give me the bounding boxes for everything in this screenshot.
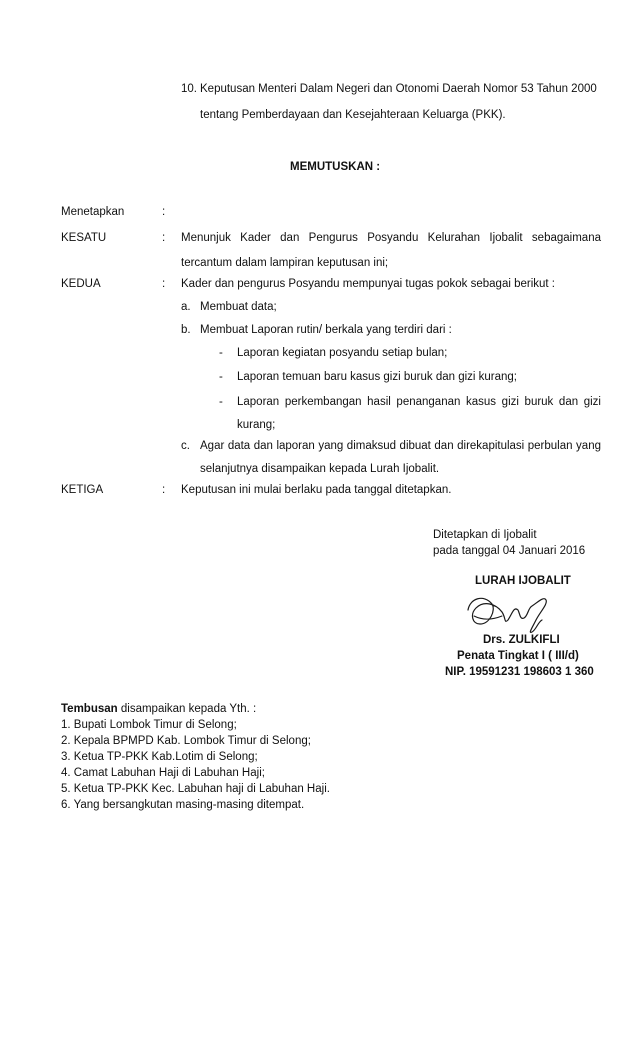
copies-item-3: 3. Ketua TP-PKK Kab.Lotim di Selong; (61, 751, 258, 763)
signature-office: LURAH IJOBALIT (475, 575, 571, 587)
decision-heading: MEMUTUSKAN : (290, 161, 381, 173)
sub-item-1-text: Laporan kegiatan posyandu setiap bulan; (237, 347, 448, 359)
kesatu-line-2: tercantum dalam lampiran keputusan ini; (181, 257, 389, 269)
consideration-number: 10. (181, 83, 197, 95)
sub-item-3-marker: - (219, 396, 223, 408)
signature-place: Ditetapkan di Ijobalit (433, 529, 537, 541)
copies-item-5: 5. Ketua TP-PKK Kec. Labuhan haji di Labuhan Haji. (61, 783, 330, 795)
kesatu-colon: : (162, 232, 166, 244)
signer-name: Drs. ZULKIFLI (483, 634, 560, 646)
sub-item-3-line-2: kurang; (237, 419, 276, 431)
sub-item-1-marker: - (219, 347, 223, 359)
kedua-label: KEDUA (61, 278, 101, 290)
kesatu-line-1: Menunjuk Kader dan Pengurus Posyandu Kelurahan Ijobalit sebagaimana (181, 232, 601, 244)
ketiga-label: KETIGA (61, 484, 104, 496)
menetapkan-label: Menetapkan (61, 206, 125, 218)
signer-nip: NIP. 19591231 198603 1 360 (445, 666, 594, 678)
sub-item-2-text: Laporan temuan baru kasus gizi buruk dan gizi kurang; (237, 371, 518, 383)
consideration-line-1: Keputusan Menteri Dalam Negeri dan Otonomi Daerah Nomor 53 Tahun 2000 (200, 83, 597, 95)
consideration-line-2: tentang Pemberdayaan dan Kesejahteraan Keluarga (PKK). (200, 109, 506, 121)
item-c-line-2: selanjutnya disampaikan kepada Lurah Ijobalit. (200, 463, 440, 475)
copies-item-4: 4. Camat Labuhan Haji di Labuhan Haji; (61, 767, 265, 779)
sub-item-3-line-1: Laporan perkembangan hasil penanganan kasus gizi buruk dan gizi (237, 396, 601, 408)
signature-date: pada tanggal 04 Januari 2016 (433, 545, 586, 557)
handwritten-signature (462, 590, 552, 640)
sub-item-2-marker: - (219, 371, 223, 383)
copies-title (61, 703, 256, 715)
ketiga-colon: : (162, 484, 166, 496)
item-b-marker: b. (181, 324, 191, 336)
copies-title-rest: disampaikan kepada Yth. : (117, 703, 257, 715)
signer-rank: Penata Tingkat I ( III/d) (457, 650, 579, 662)
copies-item-2: 2. Kepala BPMPD Kab. Lombok Timur di Selong; (61, 735, 311, 747)
kedua-colon: : (162, 278, 166, 290)
menetapkan-colon: : (162, 206, 166, 218)
ketiga-text: Keputusan ini mulai berlaku pada tanggal ditetapkan. (181, 484, 452, 496)
copies-item-6: 6. Yang bersangkutan masing-masing ditempat. (61, 799, 305, 811)
copies-title-bold: Tembusan (61, 703, 118, 715)
item-c-marker: c. (181, 440, 190, 452)
kesatu-label: KESATU (61, 232, 107, 244)
item-c-line-1: Agar data dan laporan yang dimaksud dibuat dan direkapitulasi perbulan yang (200, 440, 601, 452)
item-a-text: Membuat data; (200, 301, 277, 313)
copies-item-1: 1. Bupati Lombok Timur di Selong; (61, 719, 237, 731)
item-b-text: Membuat Laporan rutin/ berkala yang terdiri dari : (200, 324, 452, 336)
item-a-marker: a. (181, 301, 191, 313)
kedua-intro: Kader dan pengurus Posyandu mempunyai tugas pokok sebagai berikut : (181, 278, 555, 290)
